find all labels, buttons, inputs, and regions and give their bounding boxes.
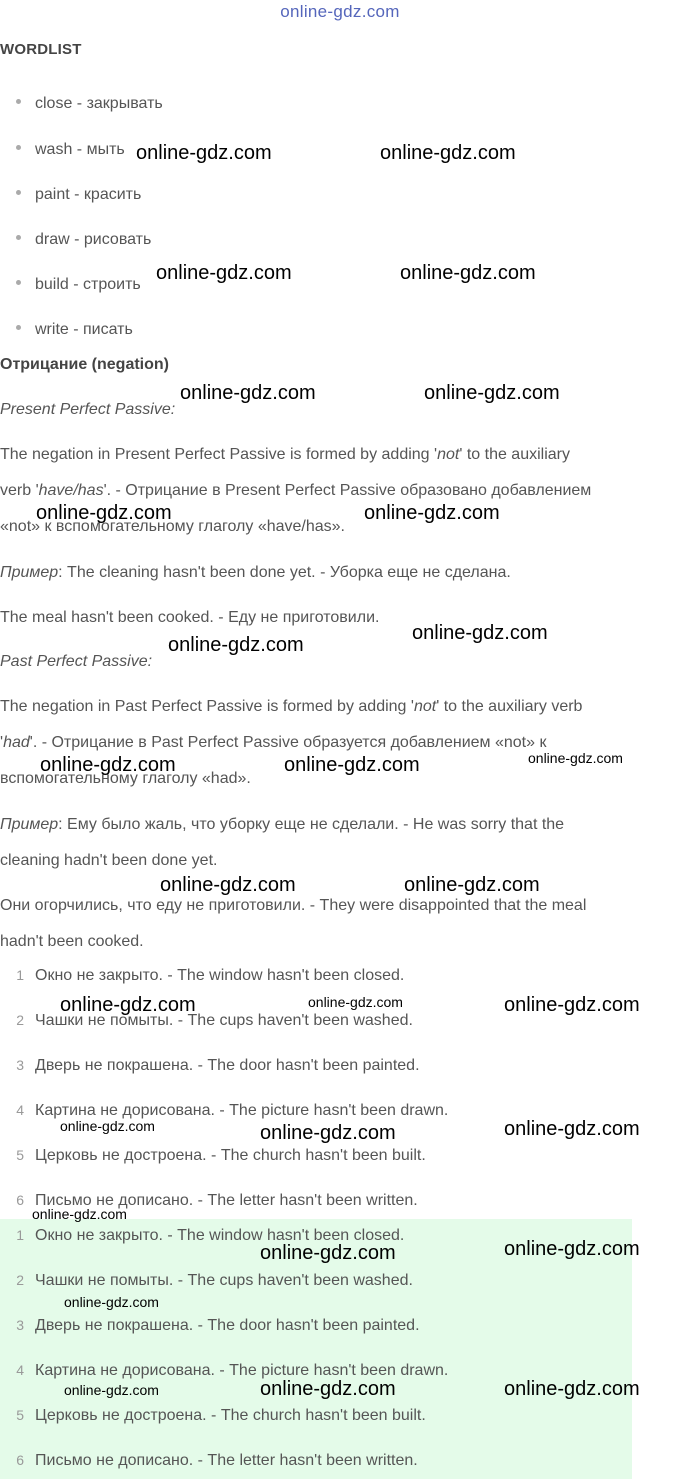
watermark: online-gdz.com bbox=[260, 1378, 396, 1400]
answer-item: 3 Дверь не покрашена. - The door hasn't been painted. bbox=[16, 1317, 420, 1334]
exercise-item: 6 Письмо не дописано. - The letter hasn't been written. bbox=[16, 1192, 418, 1209]
wordlist-title: WORDLIST bbox=[0, 41, 82, 58]
watermark: online-gdz.com bbox=[32, 1206, 127, 1222]
watermark: online-gdz.com bbox=[156, 262, 292, 284]
watermark: online-gdz.com bbox=[180, 382, 316, 404]
watermark: online-gdz.com bbox=[40, 754, 176, 776]
wordlist-item: write - писать bbox=[16, 321, 133, 339]
watermark: online-gdz.com bbox=[60, 994, 196, 1016]
answer-item: 5 Церковь не достроена. - The church hasn't been built. bbox=[16, 1407, 426, 1424]
watermark: online-gdz.com bbox=[528, 750, 623, 766]
negation-heading: Отрицание (negation) bbox=[0, 356, 169, 373]
past-perfect-title: Past Perfect Passive: bbox=[0, 653, 153, 670]
bullet-icon bbox=[16, 325, 21, 330]
watermark: online-gdz.com bbox=[504, 1118, 640, 1140]
wordlist-item: draw - рисовать bbox=[16, 231, 151, 249]
bullet-icon bbox=[16, 280, 21, 285]
exercise-item: 5 Церковь не достроена. - The church hasn't been built. bbox=[16, 1147, 426, 1164]
watermark: online-gdz.com bbox=[504, 994, 640, 1016]
wordlist-item: paint - красить bbox=[16, 186, 141, 204]
watermark: online-gdz.com bbox=[60, 1118, 155, 1134]
watermark: online-gdz.com bbox=[64, 1382, 159, 1398]
present-example-2: The meal hasn't been cooked. - Еду не приготовили. bbox=[0, 609, 380, 626]
wordlist-item: build - строить bbox=[16, 276, 141, 294]
exercise-item: 2 Чашки не помыты. - The cups haven't been washed. bbox=[16, 1012, 413, 1029]
past-rule: The negation in Past Perfect Passive is formed by adding 'not' to the auxiliary verb 'had'. - Отрицание в Past Perfect Passive образуется добавлением «not» к вспомогательному глаголу «had». bbox=[0, 698, 583, 787]
watermark: online-gdz.com bbox=[136, 142, 272, 164]
bullet-icon bbox=[16, 235, 21, 240]
wordlist-item: wash - мыть bbox=[16, 141, 125, 159]
watermark: online-gdz.com bbox=[260, 1242, 396, 1264]
exercise-item: 1 Окно не закрыто. - The window hasn't been closed. bbox=[16, 967, 405, 984]
watermark: online-gdz.com bbox=[364, 502, 500, 524]
wordlist-item: close - закрывать bbox=[16, 95, 163, 113]
watermark: online-gdz.com bbox=[168, 634, 304, 656]
watermark: online-gdz.com bbox=[308, 994, 403, 1010]
watermark: online-gdz.com bbox=[160, 874, 296, 896]
site-header[interactable]: online-gdz.com bbox=[280, 2, 400, 21]
watermark: online-gdz.com bbox=[36, 502, 172, 524]
watermark: online-gdz.com bbox=[400, 262, 536, 284]
answer-item: 4 Картина не дорисована. - The picture hasn't been drawn. bbox=[16, 1362, 449, 1379]
watermark: online-gdz.com bbox=[504, 1238, 640, 1260]
present-rule: The negation in Present Perfect Passive is formed by adding 'not' to the auxiliary verb 'have/has'. - Отрицание в Present Perfect Passive образовано добавлением «not» к вспомогательному глаголу «have/has». bbox=[0, 446, 592, 535]
watermark: online-gdz.com bbox=[504, 1378, 640, 1400]
present-perfect-title: Present Perfect Passive: bbox=[0, 401, 176, 418]
exercise-item: 3 Дверь не покрашена. - The door hasn't been painted. bbox=[16, 1057, 420, 1074]
watermark: online-gdz.com bbox=[424, 382, 560, 404]
past-example-1: Пример: Ему было жаль, что уборку еще не сделали. - He was sorry that the cleaning hadn't been done yet. bbox=[0, 816, 565, 869]
answer-item: 6 Письмо не дописано. - The letter hasn't been written. bbox=[16, 1452, 418, 1469]
watermark: online-gdz.com bbox=[260, 1122, 396, 1144]
exercise-item: 4 Картина не дорисована. - The picture hasn't been drawn. bbox=[16, 1102, 449, 1119]
watermark: online-gdz.com bbox=[284, 754, 420, 776]
watermark: online-gdz.com bbox=[64, 1294, 159, 1310]
bullet-icon bbox=[16, 145, 21, 150]
answer-item: 2 Чашки не помыты. - The cups haven't been washed. bbox=[16, 1272, 413, 1289]
watermark: online-gdz.com bbox=[412, 622, 548, 644]
answer-item: 1 Окно не закрыто. - The window hasn't been closed. bbox=[16, 1227, 405, 1244]
watermark: online-gdz.com bbox=[380, 142, 516, 164]
past-example-2: Они огорчились, что еду не приготовили. - They were disappointed that the meal hadn't been cooked. bbox=[0, 897, 587, 950]
watermark: online-gdz.com bbox=[404, 874, 540, 896]
bullet-icon bbox=[16, 99, 21, 104]
bullet-icon bbox=[16, 190, 21, 195]
present-example-1: Пример: The cleaning hasn't been done yet. - Уборка еще не сделана. bbox=[0, 564, 511, 581]
